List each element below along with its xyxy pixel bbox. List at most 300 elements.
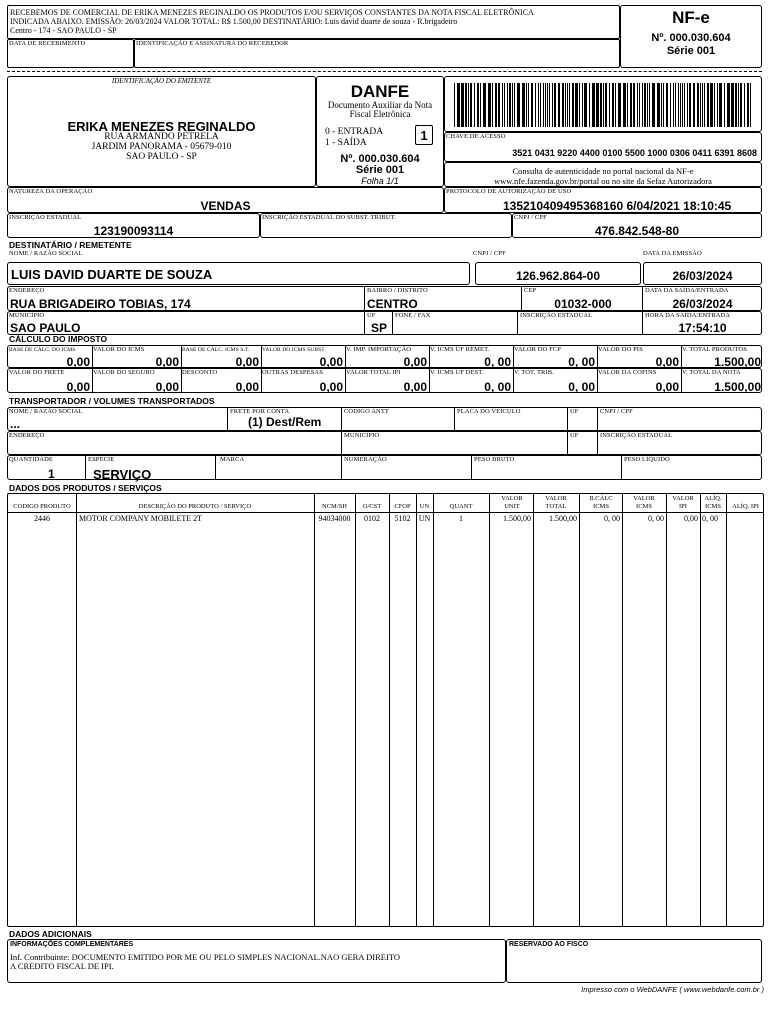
info-complementares-linha-1: Inf. Contribuinte: DOCUMENTO EMITIDO POR ME OU PELO SIMPLES NACIONAL.NAO GERA DIREITO bbox=[10, 952, 400, 962]
barcode-bar bbox=[740, 83, 742, 127]
transp-uf2-label: UF bbox=[570, 432, 579, 439]
barcode-bar bbox=[717, 83, 718, 127]
nfe-numero: Nº. 000.030.604 bbox=[651, 32, 731, 44]
barcode-bar bbox=[522, 83, 525, 127]
barcode-bar bbox=[480, 83, 481, 127]
imposto-label: V. TOTAL PRODUTOS bbox=[682, 346, 747, 353]
item-aliq-icms: 0, 00 bbox=[702, 514, 718, 523]
canhoto bbox=[7, 5, 620, 39]
dest-row2 bbox=[7, 286, 762, 311]
barcode-bar bbox=[567, 83, 568, 127]
imposto-cell bbox=[8, 369, 92, 392]
divider bbox=[726, 494, 727, 926]
divider bbox=[471, 456, 472, 479]
imposto-value: 1.500,00 bbox=[714, 380, 761, 394]
barcode-bar bbox=[457, 83, 460, 127]
item-vtotal: 1.500,00 bbox=[549, 514, 577, 523]
barcode-bar bbox=[700, 83, 701, 127]
transp-nome: ... bbox=[10, 417, 21, 431]
barcode-bar bbox=[540, 83, 541, 127]
transp-row2 bbox=[7, 431, 762, 455]
imposto-value: 1.500,00 bbox=[714, 355, 761, 369]
transp-row3 bbox=[7, 455, 762, 480]
barcode-bar bbox=[492, 83, 493, 127]
barcode-bar bbox=[689, 83, 691, 127]
chave-label: CHAVE DE ACESSO bbox=[446, 133, 506, 140]
barcode-bar bbox=[673, 83, 674, 127]
barcode-bar bbox=[531, 83, 533, 127]
dest-data-emissao-label: DATA DA EMISSÃO bbox=[643, 250, 702, 257]
barcode-bar bbox=[526, 83, 527, 127]
barcode-bar bbox=[663, 83, 664, 127]
barcode-bar bbox=[514, 83, 515, 127]
item-codigo: 2446 bbox=[34, 514, 50, 523]
consulta-linha-2: www.nfe.fazenda.gov.br/portal ou no site da Sefaz Autorizadora bbox=[494, 176, 712, 186]
produtos-table bbox=[7, 493, 764, 927]
divider bbox=[700, 494, 701, 926]
divider bbox=[85, 456, 86, 479]
transp-especie-label: ESPÉCIE bbox=[88, 456, 115, 463]
chave-box bbox=[444, 132, 762, 162]
imposto-cell bbox=[681, 346, 763, 367]
canhoto-data-recebimento bbox=[7, 39, 134, 68]
transp-peso-liquido-label: PESO LÍQUIDO bbox=[624, 456, 670, 463]
item-ncm: 94034000 bbox=[318, 514, 351, 523]
cnpj-emitente-label: CNPJ / CPF bbox=[514, 214, 547, 221]
transp-ie-label: INSCRIÇÃO ESTADUAL bbox=[600, 432, 673, 439]
barcode-bar bbox=[512, 83, 513, 127]
barcode-bar bbox=[538, 83, 539, 127]
imposto-label: VALOR DO ICMS bbox=[93, 346, 145, 353]
barcode-bar bbox=[517, 83, 520, 127]
identificacao-label: IDENTIFICAÇÃO E ASSINATURA DO RECEBEDOR bbox=[136, 40, 289, 47]
barcode-bar bbox=[724, 83, 725, 127]
dest-municipio-label: MUNICÍPIO bbox=[9, 312, 45, 319]
barcode-bar bbox=[637, 83, 638, 127]
barcode-bar bbox=[693, 83, 695, 127]
barcode-bar bbox=[507, 83, 508, 127]
item-cfop: 5102 bbox=[394, 514, 411, 523]
dest-nome-box bbox=[7, 262, 470, 285]
barcode-bar bbox=[562, 83, 564, 127]
imposto-cell bbox=[681, 369, 763, 392]
item-un: UN bbox=[418, 514, 431, 523]
transp-cnpj-label: CNPJ / CPF bbox=[600, 408, 633, 415]
barcode-bar bbox=[704, 83, 705, 127]
emitente-label: IDENTIFICAÇÃO DO EMITENTE bbox=[111, 77, 212, 85]
barcode-bar bbox=[545, 83, 546, 127]
imposto-label: DESCONTO bbox=[182, 369, 218, 376]
barcode-bar bbox=[565, 83, 566, 127]
barcode-bar bbox=[682, 83, 683, 127]
barcode-bar bbox=[612, 83, 614, 127]
col-aliq-ipi: ALÍQ. IPI bbox=[732, 503, 759, 510]
col-bcicms: B.CÁLC ICMS bbox=[589, 495, 613, 510]
barcode-bar bbox=[582, 83, 583, 127]
divider bbox=[227, 408, 228, 430]
imposto-cell bbox=[597, 346, 681, 367]
col-un: UN bbox=[419, 503, 430, 510]
transp-endereco-label: ENDEREÇO bbox=[9, 432, 45, 439]
imposto-value: 0,00 bbox=[155, 355, 179, 369]
dest-nome-label: NOME / RAZÃO SOCIAL bbox=[9, 250, 83, 257]
nfe-serie: Série 001 bbox=[666, 45, 716, 57]
imposto-label: OUTRAS DESPESAS bbox=[262, 369, 323, 376]
chave-valor: 3521 0431 9220 4400 0100 5500 1000 0306 0411 6391 8608 bbox=[512, 148, 757, 158]
emitente-nome: ERIKA MENEZES REGINALDO bbox=[67, 119, 256, 134]
transp-placa-label: PLACA DO VEÍCULO bbox=[457, 408, 521, 415]
natureza-label: NATUREZA DA OPERAÇÃO bbox=[9, 188, 93, 195]
col-cfop: CFOP bbox=[394, 503, 411, 510]
data-recebimento-label: DATA DE RECEBIMENTO bbox=[9, 40, 86, 47]
transp-row1 bbox=[7, 407, 762, 431]
imposto-value: 0,00 bbox=[655, 355, 679, 369]
imposto-cell bbox=[261, 346, 345, 367]
barcode-bar bbox=[661, 83, 662, 127]
divider bbox=[454, 408, 455, 430]
imposto-cell bbox=[92, 369, 181, 392]
transp-peso-bruto-label: PESO BRUTO bbox=[474, 456, 515, 463]
imposto-cell bbox=[181, 346, 261, 367]
barcode-bar bbox=[649, 83, 650, 127]
imposto-cell bbox=[345, 369, 429, 392]
imposto-label: V. ICMS UF DEST. bbox=[430, 369, 484, 376]
danfe-entrada: 0 - ENTRADA bbox=[325, 127, 384, 137]
divider bbox=[392, 312, 393, 334]
barcode-bar bbox=[495, 83, 497, 127]
barcode-bar bbox=[747, 83, 749, 127]
dest-row1 bbox=[7, 250, 762, 285]
imposto-value: 0,00 bbox=[655, 380, 679, 394]
barcode-bar bbox=[502, 83, 503, 127]
barcode-bar bbox=[535, 83, 536, 127]
divider bbox=[567, 408, 568, 430]
imposto-label: VALOR DO ICMS SUBST. bbox=[262, 347, 326, 353]
canhoto-identificacao bbox=[134, 39, 620, 68]
danfe-title: DANFE bbox=[350, 82, 410, 101]
danfe-folha: Folha 1/1 bbox=[361, 176, 399, 186]
transp-frete-label: FRETE POR CONTA bbox=[230, 408, 290, 415]
transp-nome-label: NOME / RAZÃO SOCIAL bbox=[9, 408, 83, 415]
canhoto-texto-2: INDICADA ABAIXO. EMISSÃO: 26/03/2024 VALOR TOTAL: R$ 1.500,00 DESTINATÁRIO: Luis david duarte de souza - R.brigadeiro bbox=[10, 17, 458, 26]
danfe-subtitle-2: Fiscal Eletrônica bbox=[349, 109, 411, 119]
divider bbox=[341, 432, 342, 454]
imposto-value: 0,00 bbox=[403, 380, 427, 394]
imposto-cell bbox=[429, 369, 513, 392]
danfe-saida: 1 - SAÍDA bbox=[325, 138, 367, 148]
imposto-value: 0, 00 bbox=[484, 380, 511, 394]
dest-hora-saida: 17:54:10 bbox=[678, 321, 727, 335]
imposto-cell bbox=[513, 369, 597, 392]
ie-valor: 123190093114 bbox=[93, 224, 174, 238]
item-descricao: MOTOR COMPANY MOBILETE 2T bbox=[79, 514, 203, 523]
ie-box bbox=[7, 213, 260, 238]
canhoto-texto-1: RECEBEMOS DE COMERCIAL DE ERIKA MENEZES REGINALDO OS PRODUTOS E/OU SERVIÇOS CONSTANTES DA NOTA FISCAL ELETRÔNICA bbox=[10, 8, 534, 17]
canhoto-nfe-box bbox=[620, 5, 762, 68]
barcode-bar bbox=[454, 83, 455, 127]
dest-cep: 01032-000 bbox=[554, 297, 612, 311]
barcode-bar bbox=[675, 83, 676, 127]
divider bbox=[489, 494, 490, 926]
dest-uf: SP bbox=[371, 321, 388, 335]
barcode-bar bbox=[488, 83, 491, 127]
divider bbox=[341, 408, 342, 430]
imposto-cell bbox=[597, 369, 681, 392]
barcode-bar bbox=[707, 83, 709, 127]
item-vunit: 1.500,00 bbox=[503, 514, 531, 523]
barcode-bar bbox=[468, 83, 469, 127]
divider bbox=[364, 312, 365, 334]
dest-uf-label: UF bbox=[367, 312, 376, 319]
barcode-bar bbox=[543, 83, 544, 127]
transp-numeracao-label: NUMERAÇÃO bbox=[344, 456, 387, 463]
imposto-label: BASE DE CÁLC. DO ICMS bbox=[9, 347, 76, 353]
col-vipi: VALOR IPI bbox=[672, 495, 694, 510]
divider bbox=[364, 287, 365, 310]
barcode-bar bbox=[684, 83, 685, 127]
barcode-bar bbox=[498, 83, 500, 127]
barcode-bar bbox=[605, 83, 607, 127]
barcode-bar bbox=[727, 83, 730, 127]
barcode-bar bbox=[603, 83, 604, 127]
divider bbox=[579, 494, 580, 926]
col-quant: QUANT bbox=[449, 503, 473, 510]
divider bbox=[416, 494, 417, 926]
barcode-bar bbox=[579, 83, 580, 127]
divider bbox=[666, 494, 667, 926]
barcode-bar bbox=[584, 83, 587, 127]
barcode-bar bbox=[623, 83, 626, 127]
barcode-bar bbox=[575, 83, 578, 127]
barcode-bar bbox=[627, 83, 628, 127]
imposto-label: VALOR DO PIS bbox=[598, 346, 643, 353]
barcode-bar bbox=[697, 83, 699, 127]
footer-text: Impresso com o WebDANFE ( www.webdanfe.com.br ) bbox=[581, 985, 764, 994]
imposto-value: 0, 00 bbox=[568, 380, 595, 394]
col-descricao: DESCRIÇÃO DO PRODUTO / SERVIÇO bbox=[138, 503, 252, 510]
barcode-bar bbox=[731, 83, 734, 127]
transp-quantidade: 1 bbox=[48, 467, 55, 481]
barcode-bar bbox=[644, 83, 646, 127]
barcode-bar bbox=[558, 83, 560, 127]
imposto-value: 0,00 bbox=[319, 355, 343, 369]
divider bbox=[433, 494, 434, 926]
barcode-bar bbox=[552, 83, 553, 127]
imposto-label: V. TOTAL DA NOTA bbox=[682, 369, 741, 376]
col-vtotal: VALOR TOTAL bbox=[545, 495, 567, 510]
info-complementares-linha-2: A CREDITO FISCAL DE IPI. bbox=[10, 961, 114, 971]
emitente-cidade: SAO PAULO - SP bbox=[126, 152, 197, 162]
imposto-value: 0, 00 bbox=[484, 355, 511, 369]
barcode-bar bbox=[470, 83, 472, 127]
barcode-bar bbox=[589, 83, 590, 127]
protocolo-box bbox=[444, 187, 762, 213]
divider bbox=[389, 494, 390, 926]
danfe-numero: Nº. 000.030.604 bbox=[340, 153, 420, 165]
col-vunit: VALOR UNIT bbox=[501, 495, 523, 510]
barcode-bar bbox=[687, 83, 688, 127]
barcode-bar bbox=[744, 83, 745, 127]
barcode-bar bbox=[647, 83, 648, 127]
info-complementares-box bbox=[7, 939, 506, 983]
barcode-bar bbox=[633, 83, 635, 127]
imposto-value: 0,00 bbox=[235, 380, 259, 394]
ie-label: INSCRIÇÃO ESTADUAL bbox=[9, 214, 82, 221]
imposto-label: BASE DE CÁLC. ICMS S.T. bbox=[182, 347, 250, 353]
barcode-bar bbox=[528, 83, 529, 127]
natureza-valor: VENDAS bbox=[200, 199, 251, 213]
barcode-bar bbox=[670, 83, 671, 127]
imposto-label: V. IMP. IMPORTAÇÃO bbox=[346, 346, 412, 353]
item-vicms: 0, 00 bbox=[648, 514, 664, 523]
barcode-bar bbox=[483, 83, 486, 127]
natureza-box bbox=[7, 187, 444, 213]
dest-row3 bbox=[7, 311, 762, 335]
transp-quantidade-label: QUANTIDADE bbox=[9, 456, 53, 463]
dest-endereco: RUA BRIGADEIRO TOBIAS, 174 bbox=[10, 297, 191, 311]
barcode-bar bbox=[750, 83, 751, 127]
dest-cnpj-box bbox=[475, 262, 641, 285]
barcode-bar bbox=[554, 83, 556, 127]
dest-data-saida-label: DATA DA SAÍDA/ENTRADA bbox=[645, 287, 729, 294]
divider bbox=[621, 456, 622, 479]
imposto-label: V. TOT. TRIB. bbox=[514, 369, 554, 376]
imposto-cell bbox=[92, 346, 181, 367]
imposto-label: V. ICMS UF REMET. bbox=[430, 346, 490, 353]
col-codigo: CODIGO PRODUTO bbox=[13, 503, 71, 510]
barcode-bar bbox=[678, 83, 679, 127]
barcode-bar bbox=[738, 83, 739, 127]
dest-data-saida: 26/03/2024 bbox=[672, 297, 733, 311]
dest-bairro-label: BAIRRO / DISTRITO bbox=[367, 287, 428, 294]
barcode-image bbox=[454, 83, 754, 127]
barcode-bar bbox=[719, 83, 722, 127]
imposto-label: VALOR DA COFINS bbox=[598, 369, 657, 376]
transportador-section: TRANSPORTADOR / VOLUMES TRANSPORTADOS bbox=[9, 396, 215, 406]
adicionais-section: DADOS ADICIONAIS bbox=[9, 929, 92, 939]
barcode-bar bbox=[461, 83, 464, 127]
barcode-bar bbox=[609, 83, 610, 127]
barcode-bar bbox=[509, 83, 511, 127]
danfe-box bbox=[316, 76, 444, 187]
imposto-label: VALOR TOTAL IPI bbox=[346, 369, 401, 376]
table-row bbox=[8, 514, 763, 526]
barcode-bar bbox=[666, 83, 668, 127]
imposto-cell bbox=[8, 346, 92, 367]
imposto-value: 0,00 bbox=[319, 380, 343, 394]
reservado-fisco-box bbox=[506, 939, 762, 983]
dest-fone-label: FONE / FAX bbox=[395, 312, 431, 319]
dest-bairro: CENTRO bbox=[367, 297, 418, 311]
barcode-bar bbox=[618, 83, 621, 127]
cut-line bbox=[7, 71, 762, 72]
protocolo-valor: 135210409495368160 6/04/2021 18:10:45 bbox=[503, 199, 732, 213]
cnpj-emitente-valor: 476.842.548-80 bbox=[594, 224, 680, 238]
transp-marca-label: MARCA bbox=[220, 456, 245, 463]
item-bcicms: 0, 00 bbox=[604, 514, 620, 523]
emitente-bairro-cep: JARDIM PANORAMA - 05679-010 bbox=[91, 142, 232, 152]
imposto-value: 0,00 bbox=[155, 380, 179, 394]
dest-municipio: SAO PAULO bbox=[10, 321, 81, 335]
item-quant: 1 bbox=[459, 514, 463, 523]
barcode-bar bbox=[549, 83, 550, 127]
col-aliq-icms: ALÍQ. ICMS bbox=[704, 495, 722, 510]
transp-frete: (1) Dest/Rem bbox=[248, 415, 322, 429]
barcode-bar bbox=[600, 83, 602, 127]
divider bbox=[567, 432, 568, 454]
dest-cnpj: 126.962.864-00 bbox=[515, 269, 601, 283]
dest-endereco-label: ENDEREÇO bbox=[9, 287, 45, 294]
dest-ie-label: INSCRIÇÃO ESTADUAL bbox=[520, 312, 593, 319]
barcode-bar bbox=[702, 83, 703, 127]
barcode-bar bbox=[569, 83, 570, 127]
col-ocst: O/CST bbox=[362, 503, 382, 510]
imposto-row1 bbox=[7, 345, 762, 368]
imposto-value: 0,00 bbox=[403, 355, 427, 369]
barcode-bar bbox=[615, 83, 616, 127]
protocolo-label: PROTOCOLO DE AUTORIZAÇÃO DE USO bbox=[446, 188, 572, 195]
barcode-bar bbox=[642, 83, 643, 127]
barcode-bar bbox=[596, 83, 599, 127]
imposto-value: 0, 00 bbox=[568, 355, 595, 369]
reservado-fisco-label: RESERVADO AO FISCO bbox=[509, 941, 589, 948]
emitente-box bbox=[7, 76, 316, 187]
item-vipi: 0,00 bbox=[684, 514, 698, 523]
imposto-value: 0,00 bbox=[66, 355, 90, 369]
nfe-title: NF-e bbox=[672, 8, 710, 27]
divider bbox=[341, 456, 342, 479]
dest-hora-saida-label: HORA DA SAÍDA/ENTRADA bbox=[645, 312, 731, 319]
transp-especie: SERVIÇO bbox=[93, 467, 152, 482]
produtos-header-line bbox=[8, 512, 763, 513]
imposto-label: VALOR DO SEGURO bbox=[93, 369, 155, 376]
divider bbox=[517, 312, 518, 334]
imposto-label: VALOR DO FRETE bbox=[9, 369, 65, 376]
imposto-value: 0,00 bbox=[235, 355, 259, 369]
divider bbox=[76, 494, 77, 926]
barcode-bar bbox=[504, 83, 505, 127]
danfe-tipo-box: 1 bbox=[415, 125, 433, 145]
imposto-cell bbox=[261, 369, 345, 392]
barcode-bar bbox=[735, 83, 737, 127]
ie-st-label: INSCRIÇÃO ESTADUAL DO SUBST. TRIBUT. bbox=[262, 214, 396, 221]
imposto-label: VALOR DO FCP bbox=[514, 346, 561, 353]
barcode-bar bbox=[657, 83, 660, 127]
barcode-bar bbox=[592, 83, 595, 127]
dest-cep-label: CEP bbox=[524, 287, 537, 294]
ie-st-box bbox=[260, 213, 512, 238]
divider bbox=[622, 494, 623, 926]
barcode-bar bbox=[474, 83, 475, 127]
divider bbox=[314, 494, 315, 926]
item-ocst: 0102 bbox=[364, 514, 380, 523]
divider bbox=[215, 456, 216, 479]
emitente-endereco: RUA ARMANDO PETRELA bbox=[104, 132, 219, 142]
barcode-box bbox=[444, 76, 762, 132]
dest-data-emissao: 26/03/2024 bbox=[672, 269, 733, 283]
imposto-row2 bbox=[7, 368, 762, 393]
imposto-section: CÁLCULO DO IMPOSTO bbox=[9, 334, 108, 344]
col-ncm: NCM/SH bbox=[322, 503, 347, 510]
barcode-bar bbox=[710, 83, 713, 127]
imposto-cell bbox=[345, 346, 429, 367]
barcode-bar bbox=[639, 83, 640, 127]
transp-uf-label: UF bbox=[570, 408, 579, 415]
barcode-bar bbox=[630, 83, 632, 127]
transp-antt-label: CÓDIGO ANTT bbox=[344, 408, 389, 415]
danfe-subtitle-1: Documento Auxiliar da Nota bbox=[327, 100, 433, 110]
barcode-bar bbox=[714, 83, 715, 127]
